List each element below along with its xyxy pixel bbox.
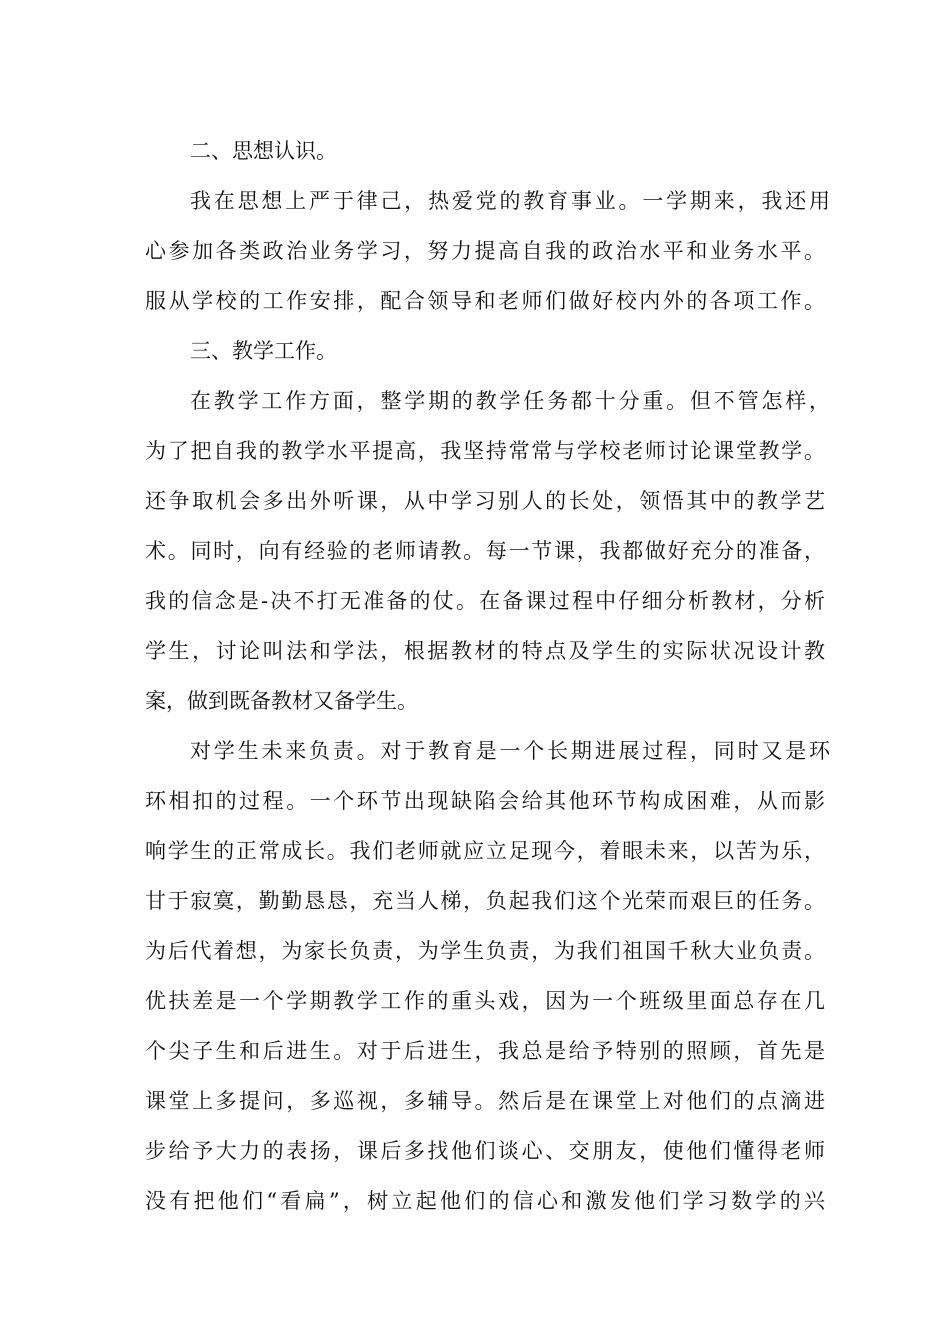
paragraph-line: 心参加各类政治业务学习，努力提高自我的政治水平和业务水平。 [145,239,825,263]
paragraph-line: 环相扣的过程。一个环节出现缺陷会给其他环节构成困难，从而影 [145,789,825,813]
paragraph-line: 甘于寂寞，勤勤恳恳，充当人梯，负起我们这个光荣而艰巨的任务。 [145,889,825,913]
paragraph-line: 学生，讨论叫法和学法，根据教材的特点及学生的实际状况设计教 [145,639,825,663]
paragraph-line: 我的信念是-决不打无准备的仗。在备课过程中仔细分析教材，分析 [145,589,825,613]
section-heading: 二、思想认识。 [190,139,337,163]
paragraph-line: 为后代着想，为家长负责，为学生负责，为我们祖国千秋大业负责。 [145,939,825,963]
section-heading: 三、教学工作。 [190,339,337,363]
paragraph-line: 服从学校的工作安排，配合领导和老师们做好校内外的各项工作。 [145,289,825,313]
paragraph-line: 没有把他们“看扁”，树立起他们的信心和激发他们学习数学的兴 [145,1189,825,1213]
paragraph-line: 我在思想上严于律己，热爱党的教育事业。一学期来，我还用 [190,189,830,213]
paragraph-line: 术。同时，向有经验的老师请教。每一节课，我都做好充分的准备， [145,539,825,563]
paragraph-line: 对学生未来负责。对于教育是一个长期进展过程，同时又是环 [190,739,830,763]
paragraph-line: 个尖子生和后进生。对于后进生，我总是给予特别的照顾，首先是 [145,1039,825,1063]
paragraph-line: 案，做到既备教材又备学生。 [145,689,418,713]
paragraph-line: 优扶差是一个学期教学工作的重头戏，因为一个班级里面总存在几 [145,989,825,1013]
paragraph-line: 为了把自我的教学水平提高，我坚持常常与学校老师讨论课堂教学。 [145,439,825,463]
paragraph-line: 响学生的正常成长。我们老师就应立足现今，着眼未来，以苦为乐， [145,839,825,863]
paragraph-line: 步给予大力的表扬，课后多找他们谈心、交朋友，使他们懂得老师 [145,1139,825,1163]
paragraph-line: 课堂上多提问，多巡视，多辅导。然后是在课堂上对他们的点滴进 [145,1089,825,1113]
paragraph-line: 在教学工作方面，整学期的教学任务都十分重。但不管怎样， [190,389,830,413]
paragraph-line: 还争取机会多出外听课，从中学习别人的长处，领悟其中的教学艺 [145,489,825,513]
